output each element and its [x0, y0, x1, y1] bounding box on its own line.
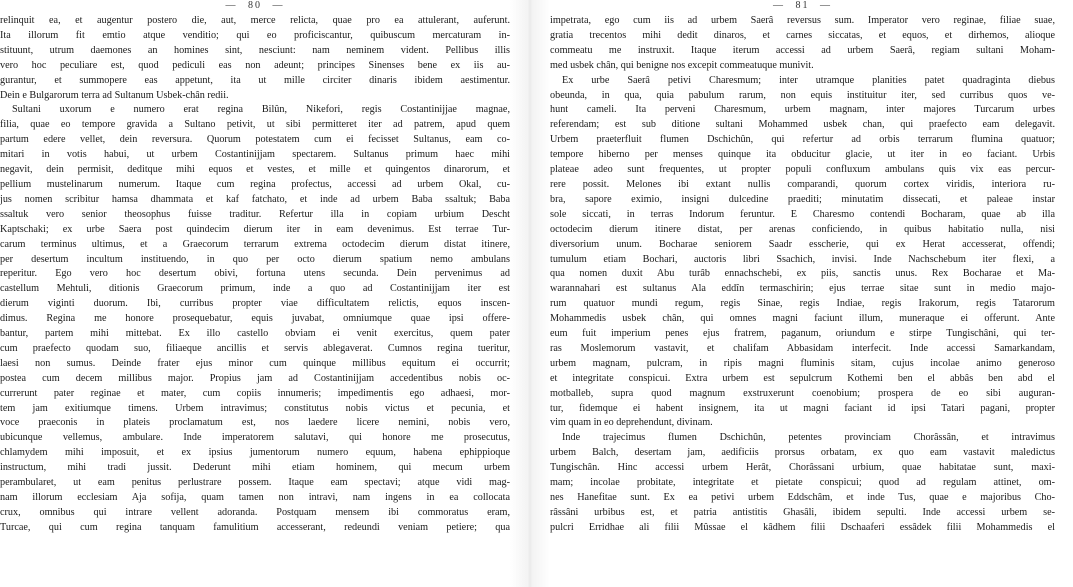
text-line: râssâni urbibus est, et patria antistitis Ghasâli, ibidem sepulti. Inde accessi urbem se- — [550, 506, 1055, 518]
text-line: Ita illorum fit emtio atque venditio; qui eo proficiscantur, quibuscum mercaturam in- — [0, 29, 510, 41]
text-line: et integritate conspicui. Extra urbem est sepulcrum Kothemi ben el abbâs ben abd el — [550, 372, 1055, 384]
text-line: warannahari est sultanus Ala eddîn termaschirin; ejus terrae sitae sunt in medio majo- — [550, 283, 1055, 295]
text-line: cum praefecto quodam suo, filiaeque ancillis et servis ablegaverat. Cumnos regina tueritur, — [0, 342, 510, 354]
text-line: pellium mustelinarum numerum. Itaque cum regina profectus, accessi ad urbem Okal, cu- — [0, 178, 510, 190]
text-line: vero hoc peculiare est, quod pediculi eas non adeunt; principes Sinenses bene ex iis au- — [0, 59, 510, 71]
right-page-body — [550, 14, 1055, 536]
text-line: partum edere vellet, dein reversura. Quorum potestatem cum ei fecisset Sultanus, eam co- — [0, 134, 510, 146]
text-line: negavit, dein permisit, deditque mihi equos et vestes, et mille et quingentos dinarorum, et — [0, 164, 510, 176]
text-line: rere possit. Melones ibi extant nullis comparandi, quorum cortex viridis, interiora ru- — [550, 178, 1055, 190]
text-line: hunt cameli. Ita perveni Charesmum, urbem magnam, inter majores Turcarum urbes — [550, 104, 1055, 116]
text-line: Ex urbe Saerâ petivi Charesmum; inter utramque planities patet quadraginta diebus — [562, 74, 1055, 86]
text-line: crux, omnibus qui intrare vellent adoranda. Postquam mensem ibi commoratus eram, — [0, 506, 510, 518]
text-line: carum terminus ultimus, et a Graecorum terrarum extrema octodecim dierum distat itinere, — [0, 238, 510, 250]
text-line: dierum viginti duorum. Ibi, curribus propter viae difficultatem relictis, equos inscen- — [0, 298, 510, 310]
text-line: mam; incolae probitate, integritate et pietate conspicui; quod ad regulam attinet, om- — [550, 477, 1055, 489]
left-page — [0, 0, 510, 587]
text-line: relinquit ea, et augentur postero die, aut, merce relicta, quae pro ea attulerant, auferunt. — [0, 15, 510, 26]
text-line: Sultani uxorum e numero erat regina Bilûn, Nikefori, regis Costantinijjae magnae, — [12, 104, 510, 116]
text-line: vim quam in eo deprehendunt, divinam. — [550, 417, 713, 429]
text-line: Tungischân. Hinc accessi urbem Herât, Chorâssani urbium, quae habitatae sunt, maxi- — [550, 462, 1055, 474]
text-line: tem jam exitiumque timens. Urbem intravimus; constitutus nobis victus et pecunia, et — [0, 402, 510, 414]
text-line: impetrata, ego cum iis ad urbem Saerâ reversus sum. Imperator vero reginae, filiae suae, — [550, 15, 1055, 26]
text-line: Kaptschaki; ex urbe Saera post quindecim dierum iter in eam devenimus. Est terrae Tur- — [0, 223, 510, 235]
left-page-number: 80 — [248, 0, 262, 11]
text-line: Inde trajecimus flumen Dschichûn, petentes provinciam Chorâssân, et intravimus — [562, 432, 1055, 444]
right-page-header: — 81 — — [773, 0, 832, 11]
text-line: octodecim dierum itinere distat, per arenas conficiendo, in quibus habitatio nulla, nisi — [550, 223, 1055, 235]
text-line: Dein e Bulgarorum terra ad Sultanum Usbek-chân redii. — [0, 89, 229, 101]
text-line: sole siccati, in terras Indorum feruntur. E Charesmo contendi Bocharam, quae ab illa — [550, 208, 1055, 220]
text-line: tempore hiberno per menses quinque ita obducitur glacie, ut iter in eo faciant. Urbis — [550, 149, 1055, 161]
text-line: referendam; est sub ditione sultani Mohammed usbek chan, qui praefecto eam delegavit. — [550, 119, 1055, 131]
text-line: urbem Balch, desertam jam, aedificiis prorsus orbatam, ex quo eam vastavit maledictus — [550, 447, 1055, 459]
text-line: per desertum incultum instituendo, in quo per octo dierum spatium nemo ambulans — [0, 253, 510, 265]
right-page — [550, 0, 1055, 587]
text-line: nes Hanefitae sunt. Ex ea petivi urbem Eddschâm, et inde Tus, quae e majoribus Cho- — [550, 492, 1055, 503]
text-line: Urbem praeterfluit flumen Dschichûn, qui refertur ad orbis terrarum flumina quatuor; — [550, 134, 1055, 146]
text-line: stituunt, utrum daemones an homines sint, nesciunt: nam neminem vident. Pellibus illis — [0, 44, 510, 56]
text-line: bra, sapore eximio, insigni dulcedine praediti; minutatim dissecati, et paleae instar — [550, 193, 1055, 205]
left-page-body — [0, 14, 510, 536]
text-line: reperitur. Ego vero hoc desertum obivi, fortuna utens secunda. Dein pervenimus ad — [0, 268, 510, 280]
text-line: tur, fidemque ei habent insignem, ita ut magni faciant id ipsi Tatari pagani, propter — [550, 402, 1055, 414]
text-line: voce praeconis in plateis proclamatum est, nos laedere licere nemini, nobis vero, — [0, 417, 510, 429]
left-page-header: — 80 — — [225, 0, 285, 11]
text-line: chlamydem mihi imposuit, et ex ipsius jumentorum numero equum, habena ephippioque — [0, 447, 510, 459]
text-line: pulcri Erridhae ali filii Mûssae el kâdhem filii Dschaaferi essâdek filii Mohammedis el — [550, 521, 1055, 533]
text-line: instructum, mihi tradi jussit. Dederunt mihi etiam hominem, qui mecum urbem — [0, 462, 510, 474]
text-line: eum fuit imperium penes ejus fratrem, paganum, oriundum e stirpe Tungischâni, qui ter- — [550, 328, 1055, 340]
text-line: Turcae, qui cum regina tanquam famulitium accesserant, redeundi veniam petiere; qua — [0, 521, 510, 533]
text-line: perambularet, ut eam penitus perlustrare possem. Itaque eam spectavi; atque vidi mag- — [0, 477, 510, 489]
text-line: ssaltuk vero senior theosophus fuisse traditur. Refertur illa in copiam urbium Descht — [0, 208, 510, 220]
text-line: ras Moslemorum vastavit, et chalifam Abbasidam interfecit. Inde accessi Samarkandam, — [550, 342, 1055, 354]
text-line: postea cum decem millibus major. Propius jam ad Costantinijjam accedentibus nobis oc- — [0, 372, 510, 384]
book-gutter — [510, 0, 550, 587]
text-line: bantur, partem mihi mittebat. Ex illo castello obviam ei venit exercitus, quem pater — [0, 328, 510, 340]
text-line: mitari in votis habui, ut urbem Costantinijjam spectarem. Sultanus primum haec mihi — [0, 149, 510, 161]
text-line: currerunt pater reginae et mater, cum copiis innumeris; impedimentis ego adhaesi, mor- — [0, 387, 510, 399]
text-line: diversorium unum. Bocharae seniorem Saadr esscherie, qui ex Herat accesserat, offendi; — [550, 238, 1055, 250]
right-page-number: 81 — [795, 0, 810, 11]
text-line: jus nomen scribitur hamsa dhammata et kaf fatchato, et inde ad urbem Baba ssaltuk; Baba — [0, 193, 510, 205]
text-line: plateae adeo sunt frequentes, ut propter populi confluxum ambulans quis vix eas percur- — [550, 164, 1055, 176]
text-line: commeatu me instruxit. Itaque iterum accessi ad urbem Saerâ, regiam sultani Moham- — [550, 44, 1055, 56]
text-line: tumulum etiam Bochari, auctoris libri Ssachich, invisi. Inde Nachschebum iter flexi, a — [550, 253, 1055, 265]
text-line: med usbek chân, qui benigne nos excepit commeatuque munivit. — [550, 59, 814, 71]
text-line: qua nomen duxit Abu turâb ennachschebi, ex piis, sanctis unus. Rex Bocharae et Ma- — [550, 268, 1055, 280]
text-line: castellum Mehtuli, ditionis Graecorum primum, inde a quo ad Costantinijjam iter est — [0, 283, 510, 295]
text-line: Mohammedis usbek chân, qui omnes magni faciunt illum, muneraque ei offerunt. Ante — [550, 313, 1055, 325]
text-line: nam illorum ecclesiam Aja sofija, quam tamen non intravi, nam ingens in ea collocata — [0, 492, 510, 503]
text-line: filia, quae eo tempore gravida a Sultano petivit, ut sibi permitteret iter ad patrem, apud quem — [0, 119, 510, 131]
text-line: laesi non sumus. Deinde frater ejus minor cum quinque millibus equitum ei occurrit; — [0, 357, 510, 369]
text-line: gratia trecentos mihi dedit dinaros, et carnes siccatas, et equos, et dirhemos, alioque — [550, 29, 1055, 41]
text-line: urbem magnam, pulcram, in ripis magni fluminis sitam, cujus incolae animo generoso — [550, 357, 1055, 369]
text-line: dimus. Regina me honore prosequebatur, equis juvabat, omniumque quae ipsi offere- — [0, 313, 510, 325]
text-line: gurantur, et summopere eas appetunt, ita ut mille circiter dinaris ibidem aestimentur. — [0, 74, 510, 86]
text-line: motballeb, supra quod magnum exstruxerunt coenobium; prospera de eo sibi auguran- — [550, 387, 1055, 399]
text-line: obeunda, in qua, quia pabulum rarum, non equis instituitur iter, sed curribus quos ve- — [550, 89, 1055, 101]
text-line: ubicunque vellemus, ambulare. Inde imperatorem salutavi, qui honore me prosecutus, — [0, 432, 510, 444]
text-line: rum quatuor mundi regum, regis Sinae, regis Indiae, regis Irakorum, regis Tatarorum — [550, 298, 1055, 310]
